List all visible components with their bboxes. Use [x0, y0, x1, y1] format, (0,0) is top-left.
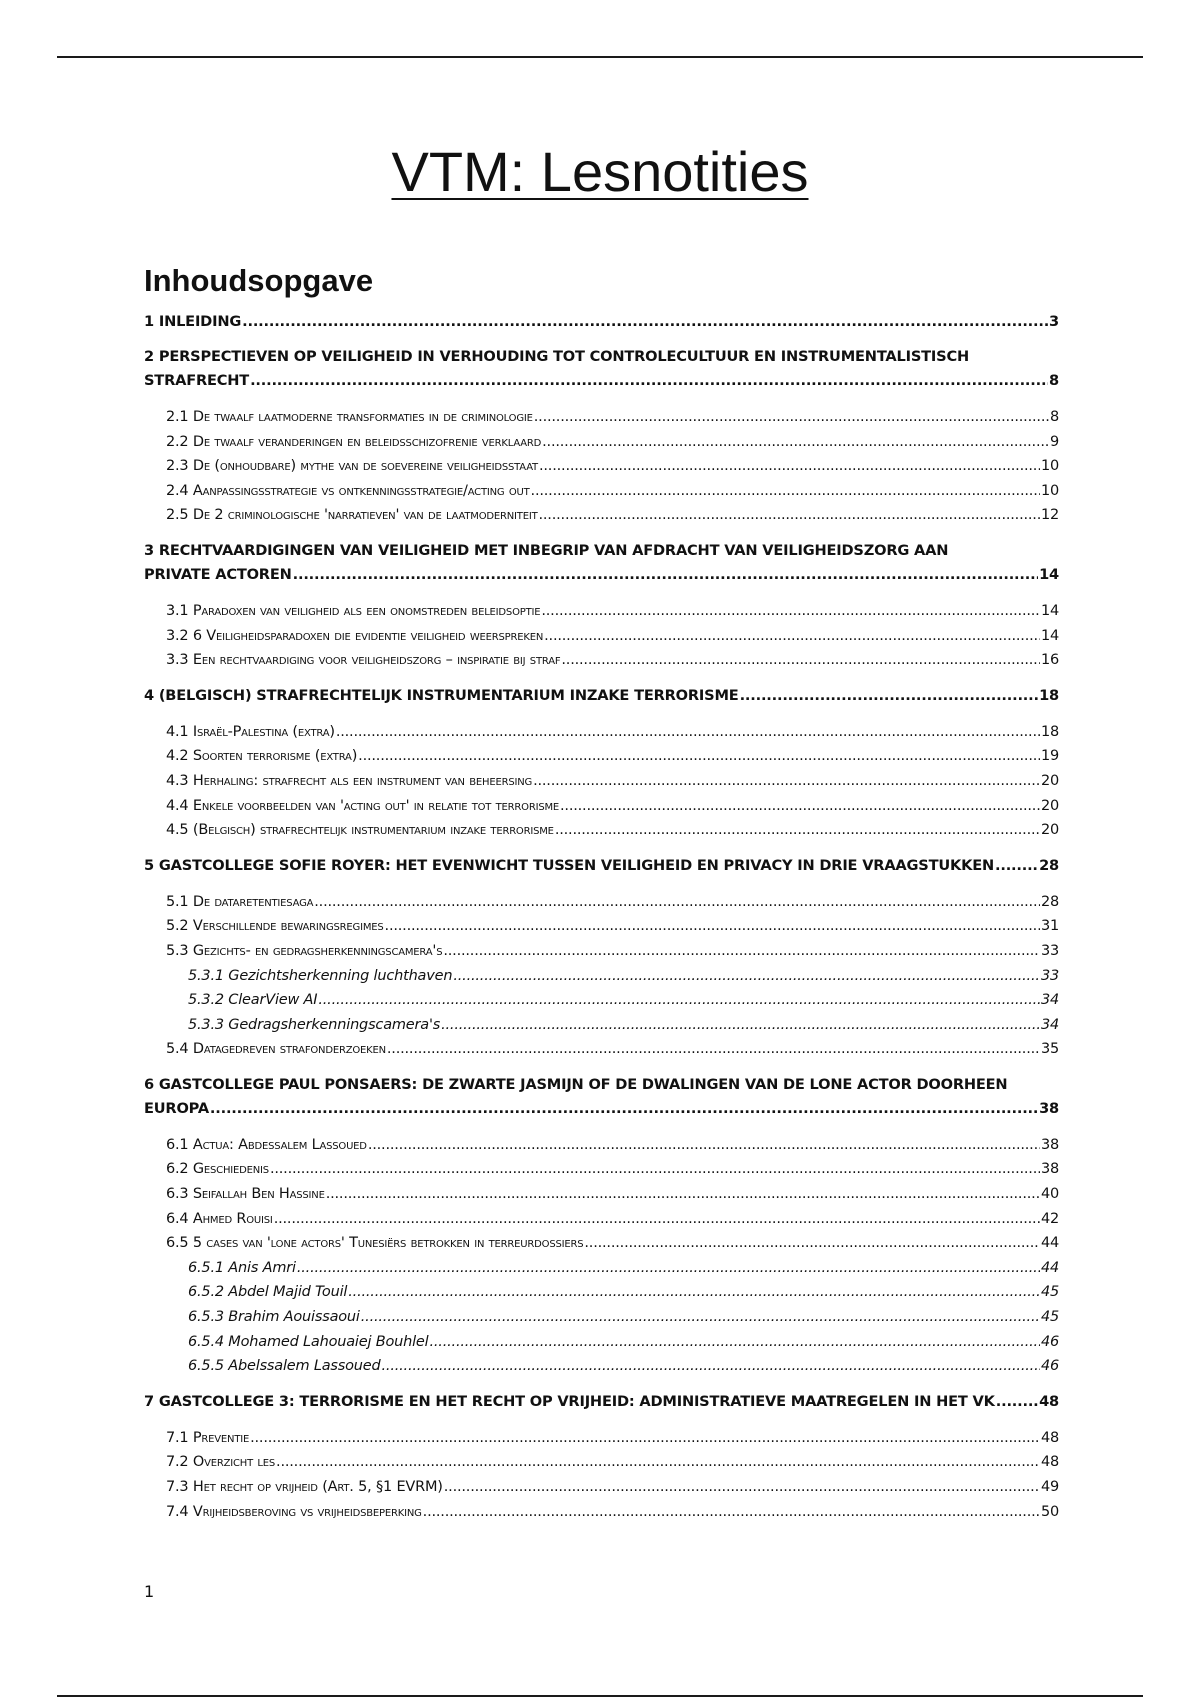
- toc-leader-dots: [555, 818, 1040, 843]
- toc-entry[interactable]: [144, 1354, 1059, 1379]
- toc-leader-dots: [441, 1013, 1040, 1038]
- toc-entry[interactable]: [144, 1426, 1059, 1451]
- toc-entry[interactable]: [144, 454, 1059, 479]
- toc-leader-dots: [996, 1390, 1038, 1414]
- toc-leader-dots: [584, 1231, 1040, 1256]
- toc-entry-title: 4.2 Soorten terrorisme (extra): [166, 748, 358, 765]
- toc-leader-dots: [293, 563, 1038, 587]
- toc-entry-page: 44: [1040, 1235, 1059, 1252]
- toc-entry-page: 14: [1040, 602, 1059, 619]
- toc-entry-page: 10: [1040, 458, 1059, 475]
- toc-entry[interactable]: [144, 1450, 1059, 1475]
- toc-entry-title: 5.3.1 Gezichtsherkenning luchthaven: [188, 967, 453, 984]
- toc-entry-title: 7 GASTCOLLEGE 3: TERRORISME EN HET RECHT OP VRIJHEID: ADMINISTRATIEVE MAATREGELEN IN HET VK: [144, 1392, 995, 1410]
- toc-entry-title: 4 (BELGISCH) STRAFRECHTELIJK INSTRUMENTARIUM INZAKE TERRORISME: [144, 686, 739, 704]
- toc-entry[interactable]: [144, 648, 1059, 673]
- toc-entry[interactable]: [144, 345, 1059, 393]
- toc-entry-title: 2.1 De twaalf laatmoderne transformaties in de criminologie: [166, 409, 533, 425]
- toc-entry[interactable]: [144, 1182, 1059, 1207]
- toc-entry-title: 4.5 (Belgisch) strafrechtelijk instrumentarium inzake terrorisme: [166, 822, 554, 839]
- toc-entry[interactable]: [144, 914, 1059, 939]
- toc-entry-page: 48: [1040, 1429, 1059, 1446]
- page-number: 1: [144, 1582, 155, 1601]
- toc-entry[interactable]: [144, 769, 1059, 794]
- toc-entry-page: 16: [1040, 652, 1059, 669]
- toc-leader-dots: [382, 1354, 1040, 1379]
- toc-leader-dots: [326, 1182, 1040, 1207]
- toc-leader-dots: [348, 1280, 1040, 1305]
- toc-entry[interactable]: [144, 939, 1059, 964]
- toc-leader-dots: [561, 648, 1040, 673]
- toc-entry[interactable]: [144, 1073, 1059, 1121]
- toc-leader-dots: [539, 454, 1040, 479]
- toc-entry-title: 7.1 Preventie: [166, 1429, 250, 1446]
- toc-entry-title: 3.1 Paradoxen van veiligheid als een onomstreden beleidsoptie: [166, 602, 541, 619]
- toc-entry-title: 6.1 Actua: Abdessalem Lassoued: [166, 1136, 367, 1153]
- toc-entry[interactable]: [144, 964, 1059, 989]
- toc-leader-dots: [297, 1256, 1040, 1281]
- toc-entry[interactable]: [144, 405, 1059, 430]
- toc-entry-page: 28: [1039, 856, 1059, 874]
- header-rule: [57, 56, 1143, 58]
- toc-entry-page: 35: [1040, 1041, 1059, 1058]
- toc-heading: Inhoudsopgave: [144, 263, 374, 298]
- toc-leader-dots: [542, 430, 1049, 455]
- toc-entry-title: 3.3 Een rechtvaardiging voor veiligheidszorg – inspiratie bij straf: [166, 652, 561, 669]
- toc-entry-title: 2.3 De (onhoudbare) mythe van de soevereine veiligheidsstaat: [166, 458, 538, 475]
- toc-entry[interactable]: [144, 854, 1059, 878]
- toc-leader-dots: [544, 624, 1040, 649]
- toc-entry[interactable]: [144, 1133, 1059, 1158]
- toc-entry-page: 40: [1040, 1186, 1059, 1203]
- toc-leader-dots: [423, 1500, 1040, 1525]
- toc-entry[interactable]: [144, 1305, 1059, 1330]
- toc-entry[interactable]: [144, 1390, 1059, 1414]
- toc-leader-dots: [387, 1037, 1040, 1062]
- toc-entry-title: 5 GASTCOLLEGE SOFIE ROYER: HET EVENWICHT TUSSEN VEILIGHEID EN PRIVACY IN DRIE VRAAGSTUKKEN: [144, 856, 995, 874]
- toc-entry-title: 7.2 Overzicht les: [166, 1454, 276, 1471]
- toc-entry-page: 38: [1040, 1136, 1059, 1153]
- toc-entry-title: 7.3 Het recht op vrijheid (Art. 5, §1 EVRM): [166, 1479, 443, 1495]
- toc-leader-dots: [541, 599, 1040, 624]
- toc-entry-page: 38: [1040, 1161, 1059, 1178]
- table-of-contents: [144, 310, 1059, 1524]
- toc-entry[interactable]: [144, 430, 1059, 455]
- toc-entry-title: 6.5 5 cases van 'lone actors' Tunesiërs betrokken in terreurdossiers: [166, 1235, 584, 1252]
- toc-leader-dots: [740, 684, 1039, 708]
- toc-entry[interactable]: [144, 599, 1059, 624]
- toc-entry-page: 46: [1040, 1333, 1059, 1350]
- toc-entry-page: 14: [1039, 565, 1059, 583]
- document-title: VTM: Lesnotities: [391, 140, 809, 203]
- toc-entry-page: 28: [1040, 893, 1059, 910]
- toc-entry-title: 6.5.3 Brahim Aouissaoui: [188, 1309, 360, 1326]
- toc-leader-dots: [250, 1426, 1040, 1451]
- toc-entry-page: 20: [1040, 797, 1059, 814]
- toc-entry[interactable]: [144, 794, 1059, 819]
- toc-entry[interactable]: [144, 1500, 1059, 1525]
- toc-entry[interactable]: [144, 624, 1059, 649]
- toc-entry-title: 6.3 Seifallah Ben Hassine: [166, 1186, 325, 1203]
- toc-leader-dots: [242, 310, 1048, 334]
- toc-entry[interactable]: [144, 1157, 1059, 1182]
- toc-entry-page: 8: [1049, 409, 1059, 425]
- toc-entry-title: 2.2 De twaalf veranderingen en beleidsschizofrenie verklaard: [166, 433, 542, 450]
- toc-leader-dots: [444, 1475, 1040, 1500]
- toc-leader-dots: [560, 794, 1040, 819]
- toc-entry-title: 4.1 Israël-Palestina (extra): [166, 723, 335, 740]
- toc-entry[interactable]: [144, 988, 1059, 1013]
- toc-entry-title-continued: PRIVATE ACTOREN: [144, 565, 292, 583]
- toc-entry-title-continued: STRAFRECHT: [144, 372, 250, 389]
- toc-entry-title: 6.5.1 Anis Amri: [188, 1259, 296, 1276]
- toc-entry-page: 19: [1040, 748, 1059, 765]
- toc-entry-title: 5.2 Verschillende bewaringsregimes: [166, 918, 384, 935]
- toc-leader-dots: [443, 939, 1040, 964]
- toc-entry-title: 4.4 Enkele voorbeelden van 'acting out' in relatie tot terrorisme: [166, 797, 560, 814]
- toc-entry[interactable]: [144, 539, 1059, 587]
- toc-entry-page: 18: [1040, 723, 1059, 740]
- toc-leader-dots: [318, 988, 1040, 1013]
- toc-entry-title: 1 INLEIDING: [144, 313, 242, 330]
- toc-entry[interactable]: [144, 479, 1059, 504]
- toc-leader-dots: [270, 1157, 1040, 1182]
- toc-entry[interactable]: [144, 890, 1059, 915]
- toc-entry-page: 38: [1039, 1099, 1059, 1117]
- toc-leader-dots: [995, 854, 1038, 878]
- toc-entry[interactable]: [144, 1013, 1059, 1038]
- toc-entry-title: 2.5 De 2 criminologische 'narratieven' van de laatmoderniteit: [166, 507, 538, 524]
- toc-entry[interactable]: [144, 310, 1059, 334]
- toc-entry-page: 10: [1040, 482, 1059, 499]
- toc-entry-page: 18: [1039, 686, 1059, 704]
- toc-entry-page: 34: [1040, 992, 1059, 1009]
- toc-leader-dots: [210, 1097, 1038, 1121]
- toc-entry-page: 8: [1049, 372, 1059, 389]
- footer-rule: [57, 1695, 1143, 1697]
- toc-entry-page: 20: [1040, 772, 1059, 789]
- toc-entry-title: 6.5.5 Abelssalem Lassoued: [188, 1358, 381, 1375]
- toc-leader-dots: [361, 1305, 1040, 1330]
- toc-leader-dots: [368, 1133, 1040, 1158]
- toc-entry-title: 3.2 6 Veiligheidsparadoxen die evidentie veiligheid weerspreken: [166, 627, 544, 644]
- toc-entry-page: 49: [1040, 1479, 1059, 1495]
- toc-entry-page: 44: [1040, 1259, 1059, 1276]
- toc-entry-title: 5.3.3 Gedragsherkenningscamera's: [188, 1016, 441, 1033]
- toc-leader-dots: [533, 769, 1040, 794]
- toc-entry[interactable]: [144, 1280, 1059, 1305]
- toc-entry-title: 2 PERSPECTIEVEN OP VEILIGHEID IN VERHOUDING TOT CONTROLECULTUUR EN INSTRUMENTALISTISCH: [144, 348, 969, 365]
- toc-entry[interactable]: [144, 1330, 1059, 1355]
- toc-entry[interactable]: [144, 684, 1059, 708]
- toc-entry-title: 4.3 Herhaling: strafrecht als een instrument van beheersing: [166, 772, 533, 789]
- toc-entry[interactable]: [144, 1256, 1059, 1281]
- toc-entry-title: 2.4 Aanpassingsstrategie vs ontkenningsstrategie/acting out: [166, 482, 530, 499]
- toc-entry-title: 6.4 Ahmed Rouisi: [166, 1210, 273, 1227]
- toc-entry-page: 46: [1040, 1358, 1059, 1375]
- toc-entry[interactable]: [144, 1207, 1059, 1232]
- toc-entry-title: 6.5.2 Abdel Majid Touil: [188, 1284, 348, 1301]
- toc-entry-page: 48: [1040, 1454, 1059, 1471]
- toc-entry-page: 20: [1040, 822, 1059, 839]
- toc-leader-dots: [531, 479, 1040, 504]
- toc-entry-title: 6.2 Geschiedenis: [166, 1161, 269, 1178]
- toc-leader-dots: [358, 744, 1040, 769]
- toc-leader-dots: [314, 890, 1040, 915]
- toc-entry[interactable]: [144, 818, 1059, 843]
- toc-entry-title: 6 GASTCOLLEGE PAUL PONSAERS: DE ZWARTE JASMIJN OF DE DWALINGEN VAN DE LONE ACTOR DOORHEEN: [144, 1075, 1008, 1093]
- toc-leader-dots: [429, 1330, 1039, 1355]
- toc-entry-title-continued: EUROPA: [144, 1099, 209, 1117]
- toc-entry-title: 5.4 Datagedreven strafonderzoeken: [166, 1041, 386, 1058]
- toc-leader-dots: [274, 1207, 1040, 1232]
- toc-entry-title: 5.3.2 ClearView AI: [188, 992, 318, 1009]
- toc-entry-page: 45: [1040, 1309, 1059, 1326]
- toc-leader-dots: [538, 503, 1039, 528]
- toc-entry-page: 14: [1040, 627, 1059, 644]
- toc-entry-title: 5.1 De dataretentiesaga: [166, 893, 314, 910]
- toc-leader-dots: [250, 369, 1048, 393]
- toc-entry-title: 3 RECHTVAARDIGINGEN VAN VEILIGHEID MET INBEGRIP VAN AFDRACHT VAN VEILIGHEIDSZORG AAN: [144, 541, 949, 559]
- toc-entry[interactable]: [144, 1475, 1059, 1500]
- toc-entry-page: 33: [1040, 967, 1059, 984]
- toc-leader-dots: [336, 720, 1040, 745]
- toc-entry[interactable]: [144, 1037, 1059, 1062]
- toc-entry-page: 34: [1040, 1016, 1059, 1033]
- toc-entry-page: 50: [1040, 1503, 1059, 1520]
- toc-leader-dots: [385, 914, 1040, 939]
- toc-entry-title: 7.4 Vrijheidsberoving vs vrijheidsbeperking: [166, 1503, 422, 1520]
- toc-entry-page: 12: [1040, 507, 1059, 524]
- toc-entry-title: 6.5.4 Mohamed Lahouaiej Bouhlel: [188, 1333, 429, 1350]
- toc-leader-dots: [534, 405, 1049, 430]
- toc-leader-dots: [453, 964, 1040, 989]
- toc-entry-page: 42: [1040, 1210, 1059, 1227]
- toc-entry-title: 5.3 Gezichts- en gedragsherkenningscamera's: [166, 942, 443, 959]
- toc-entry-page: 31: [1040, 918, 1059, 935]
- toc-entry-page: 45: [1040, 1284, 1059, 1301]
- toc-entry[interactable]: [144, 503, 1059, 528]
- toc-entry-page: 9: [1049, 433, 1059, 450]
- toc-entry[interactable]: [144, 720, 1059, 745]
- toc-entry-page: 48: [1039, 1392, 1059, 1410]
- toc-entry[interactable]: [144, 1231, 1059, 1256]
- toc-entry-page: 3: [1049, 313, 1059, 330]
- toc-entry[interactable]: [144, 744, 1059, 769]
- toc-leader-dots: [276, 1450, 1040, 1475]
- toc-entry-page: 33: [1040, 942, 1059, 959]
